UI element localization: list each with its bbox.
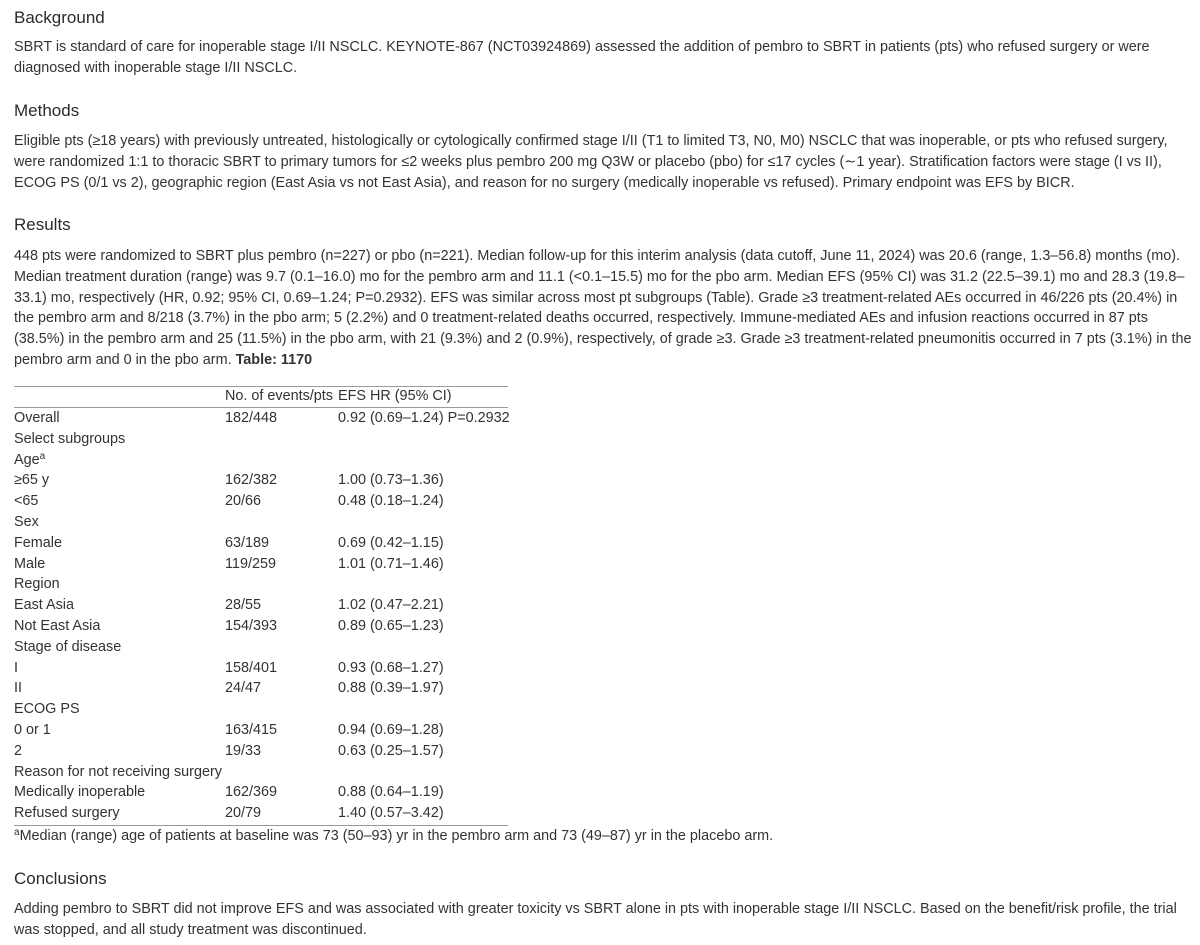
table-row-label: Age$^a$ [14,450,46,468]
methods-heading: Methods [14,101,80,120]
table-row-label: 2 [14,742,23,759]
conclusions-text: Adding pembro to SBRT did not improve EFS and was associated with greater toxicity vs SBRT alone in pts with inoperable stage I/II NSCLC. Based on the benefit/risk profile, the trial was stopped, and all study treatment was discontinued. [14,901,1177,938]
table-row-label: II [14,680,22,697]
results-text [14,246,1194,371]
footnote-mark: a [14,827,20,838]
table-row-events: 162/382 [225,472,278,489]
table-row-label: Stage of disease [14,638,122,655]
table-label: Table: 1170 [235,351,313,368]
table-row-efs-hr: 0.88 (0.64–1.19) [338,784,444,801]
table-row-efs-hr: 0.88 (0.39–1.97) [338,680,444,697]
table-row-efs-hr: 0.89 (0.65–1.23) [338,618,444,634]
table-row-efs-hr: 0.93 (0.68–1.27) [338,659,444,676]
table-row-events: 20/79 [225,805,262,822]
table-row-label: ECOG PS [14,701,80,718]
table-row-label: Reason for not receiving surgery [14,763,222,780]
table-row-label: I [14,659,18,676]
footnote-ref: a [39,450,46,462]
table-row-events: 19/33 [225,742,262,759]
table-row-events: 24/47 [225,680,262,697]
table-row-events: 63/189 [225,534,270,551]
table-row-label: Region [14,576,60,593]
table-row-efs-hr: 1.01 (0.71–1.46) [338,555,444,572]
table-row-efs-hr: 0.69 (0.42–1.15) [338,534,444,551]
table-row-efs-hr: 0.48 (0.18–1.24) [338,493,444,510]
table-row-events: 28/55 [225,597,262,614]
table-row-label: Overall [14,410,60,426]
table-row-efs-hr: 1.02 (0.47–2.21) [338,597,444,614]
table-row-efs-hr: 1.40 (0.57–3.42) [338,805,444,822]
table-header-events: No. of events/pts [225,388,333,404]
methods-text: Eligible pts (≥18 years) with previously untreated, histologically or cytologically confirmed stage I/II (T1 to limited T3, N0, M0) NSCLC that was inoperable, or pts who refused surgery, were randomized 1:1 to thoracic SBRT to primary tumors for ≤2 weeks plus pembro 200 mg Q3W or placebo (pbo) for ≤17 cycles (∼1 year). Stratification factors were stage (I vs II), ECOG PS (0/1 vs 2), geographic region (East Asia vs not East Asia), and reason for no surgery (medically inoperable vs refused). Primary endpoint was EFS by BICR. [14,133,1168,191]
table-row-efs-hr: 0.92 (0.69–1.24) P=0.2932 [338,410,510,426]
table-row-events: 163/415 [225,722,278,738]
table-row-label: Not East Asia [14,618,101,634]
table-row-events: 162/369 [225,784,278,801]
table-row-efs-hr: 1.00 (0.73–1.36) [338,472,444,489]
table-row-label: 0 or 1 [14,722,51,738]
table-row-events: 182/448 [225,410,278,426]
table-row-efs-hr: 0.94 (0.69–1.28) [338,722,444,738]
table-row-label: Female [14,534,62,551]
table-row-label: Select subgroups [14,430,126,447]
table-row-label: Medically inoperable [14,784,146,801]
table-row-events: 20/66 [225,493,262,510]
table-row-label: <65 [14,493,39,510]
results-heading: Results [14,215,71,234]
table-row-events: 158/401 [225,659,278,676]
footnote-text: Median (range) age of patients at baseline was 73 (50–93) yr in the pembro arm and 73 (49–87) yr in the placebo arm. [19,828,774,844]
table-row-events: 154/393 [225,618,278,634]
conclusions-heading: Conclusions [14,869,107,888]
table-row-efs-hr: 0.63 (0.25–1.57) [338,742,444,759]
table-row-label: East Asia [14,597,74,614]
results-body: 448 pts were randomized to SBRT plus pembro (n=227) or pbo (n=221). Median follow-up for this interim analysis (data cutoff, June 11, 2024) was 20.6 (range, 1.3–56.8) months (mo). Median treatment duration (range) was 9.7 (0.1–16.0) mo for the pembro arm and 11.1 (<0.1–15.5) mo for the pbo arm. Median EFS (95% CI) was 31.2 (22.5–39.1) mo and 28.3 (19.8–33.1) mo, respectively (HR, 0.92; 95% CI, 0.69–1.24; P=0.2932). EFS was similar across most pt subgroups (Table). Grade ≥3 treatment-related AEs occurred in 46/226 pts (20.4%) in the pembro arm and 8/218 (3.7%) in the pbo arm; 5 (2.2%) and 0 treatment-related deaths occurred, respectively. Immune-mediated AEs and infusion reactions occurred in 87 pts (38.5%) in the pembro arm and 25 (11.5%) in the pbo arm, with 21 (9.3%) and 2 (0.9%), respectively, of grade ≥3. Grade ≥3 treatment-related pneumonitis occurred in 7 pts (3.1%) in the pembro arm and 0 in the pbo arm. [14,248,1192,368]
background-heading: Background [14,8,105,27]
table-row-events: 119/259 [225,555,276,572]
table-row-label: Refused surgery [14,805,120,822]
table-footnote [14,826,773,847]
table-row-label: Sex [14,514,39,530]
background-text: SBRT is standard of care for inoperable stage I/II NSCLC. KEYNOTE-867 (NCT03924869) assessed the addition of pembro to SBRT in patients (pts) who refused surgery or were diagnosed with inoperable stage I/II NSCLC. [14,39,1150,76]
table-header-efs-hr: EFS HR (95% CI) [338,388,452,404]
table-row-label: ≥65 y [14,472,50,489]
table-row-label: Male [14,555,46,572]
